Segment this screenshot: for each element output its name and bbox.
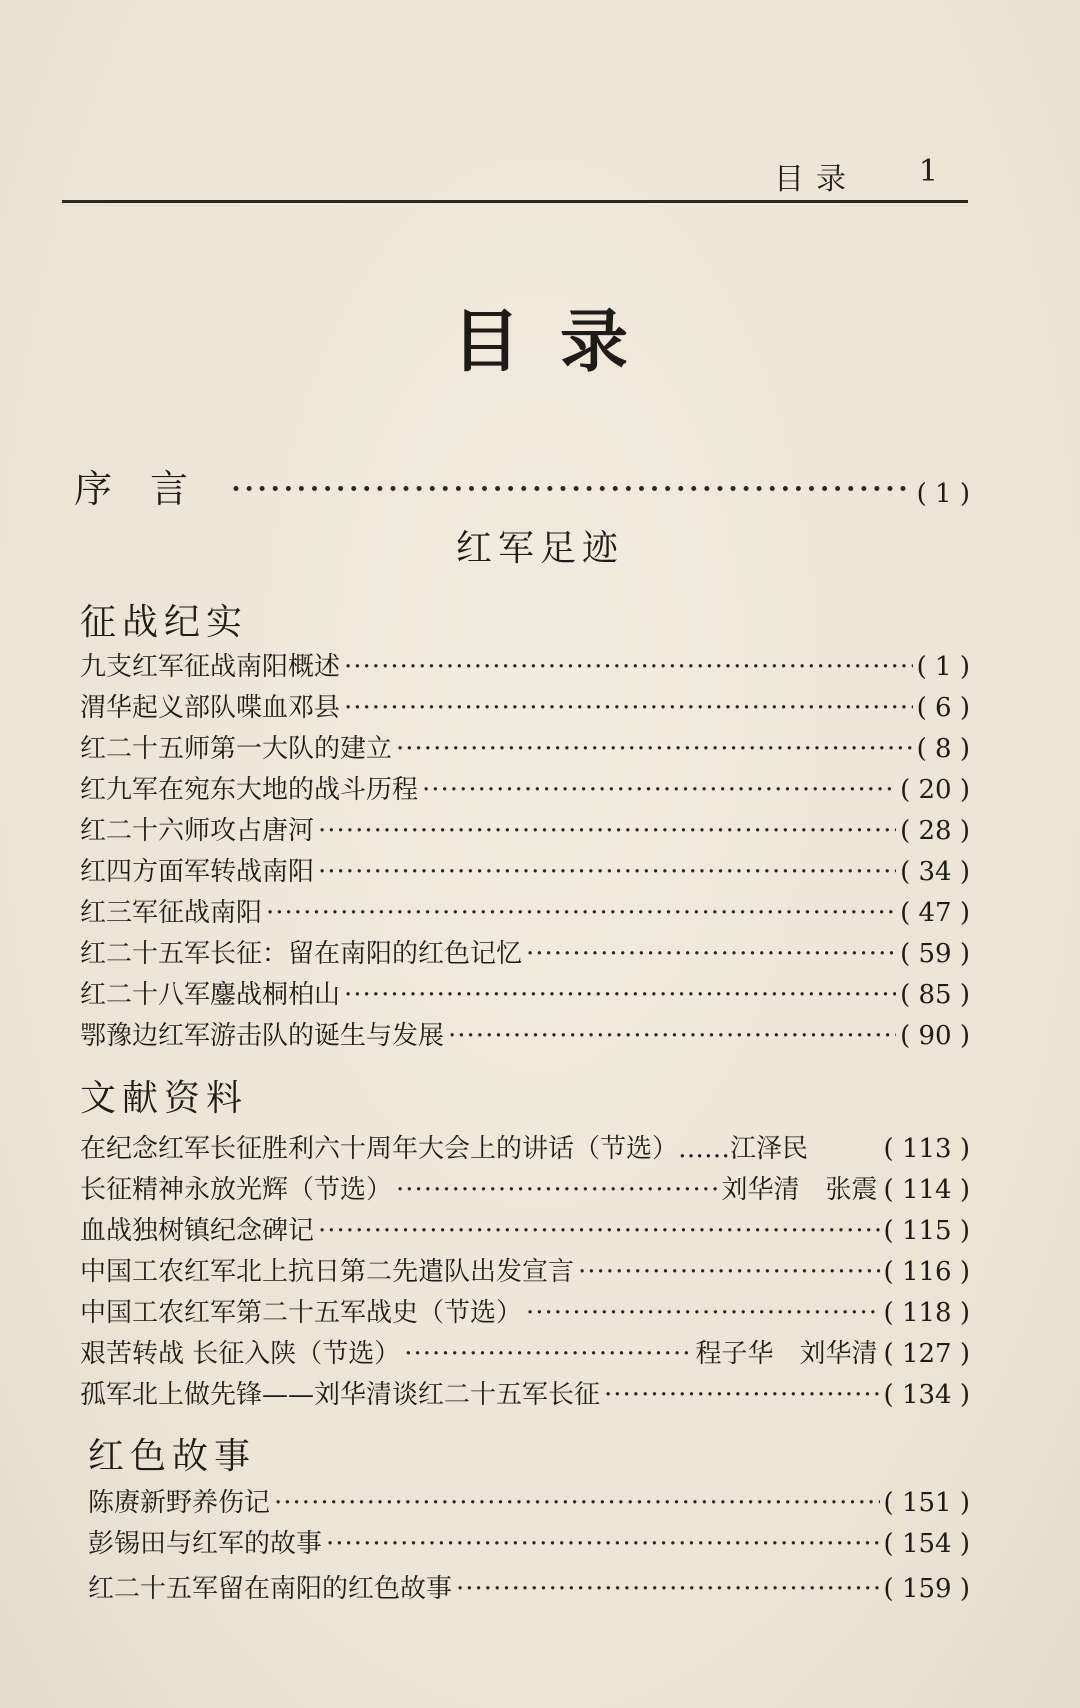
toc-entry[interactable]: [80, 1128, 970, 1165]
entry-page: ( 127 ): [883, 1339, 970, 1369]
group-heading: 征战纪实: [80, 602, 249, 643]
entry-title: 陈赓新野养伤记: [88, 1488, 271, 1518]
entry-page: ( 90 ): [900, 1021, 970, 1051]
toc-entry[interactable]: [80, 892, 970, 929]
entry-page: ( 47 ): [900, 898, 970, 928]
entry-page: ( 59 ): [900, 939, 970, 969]
toc-entry[interactable]: [80, 1015, 970, 1052]
toc-entry[interactable]: [80, 1210, 970, 1247]
running-head-page-number: 1: [918, 154, 938, 189]
leader-dots: [344, 652, 913, 682]
entry-page: ( 20 ): [900, 775, 970, 805]
leader-dots: [396, 1175, 718, 1205]
leader-dots: [448, 1021, 896, 1051]
entry-title: 中国工农红军第二十五军战史（节选）: [80, 1298, 523, 1328]
leader-dots: [318, 857, 896, 887]
toc-entry[interactable]: [80, 769, 970, 806]
leader-dots: [604, 1380, 880, 1410]
entry-page: ( 116 ): [883, 1257, 970, 1287]
toc-entry[interactable]: [80, 1169, 970, 1206]
section-title: 红军足迹: [455, 528, 624, 569]
group-heading: 文献资料: [80, 1078, 249, 1119]
entry-title: 鄂豫边红军游击队的诞生与发展: [80, 1021, 445, 1051]
toc-entry[interactable]: [88, 1482, 970, 1519]
entry-page: ( 28 ): [900, 816, 970, 846]
toc-entry[interactable]: [88, 1523, 970, 1560]
page-title: 目录: [451, 302, 668, 382]
toc-entry[interactable]: [80, 687, 970, 724]
entry-page: ( 114 ): [883, 1175, 970, 1205]
entry-title: 九支红军征战南阳概述: [80, 652, 341, 682]
entry-title: 艰苦转战 长征入陕（节选）: [80, 1339, 401, 1369]
leader-dots: [422, 775, 896, 805]
leader-dots: [404, 1339, 691, 1369]
entry-title: 红二十六师攻占唐河: [80, 816, 315, 846]
entry-page: ( 154 ): [883, 1529, 970, 1559]
toc-entry[interactable]: [80, 1251, 970, 1288]
entry-title: 红九军在宛东大地的战斗历程: [80, 775, 419, 805]
toc-entry[interactable]: [80, 851, 970, 888]
entry-page: ( 118 ): [883, 1298, 970, 1328]
entry-page: ( 134 ): [883, 1380, 970, 1410]
entry-author: 程子华 刘华清: [695, 1339, 878, 1369]
entry-title: 红三军征战南阳: [80, 898, 263, 928]
leader-dots: [396, 734, 913, 764]
leader-dots: [318, 816, 896, 846]
entry-page: ( 6 ): [916, 693, 970, 723]
toc-entry[interactable]: [80, 810, 970, 847]
toc-entry[interactable]: [80, 974, 970, 1011]
toc-entry[interactable]: [80, 1292, 970, 1329]
entry-page: ( 113 ): [883, 1134, 970, 1164]
leader-dots: [578, 1257, 880, 1287]
leader-dots: [526, 939, 896, 969]
leader-dots: [456, 1574, 880, 1604]
entry-title: 红二十五军留在南阳的红色故事: [88, 1574, 453, 1604]
entry-title: 红四方面军转战南阳: [80, 857, 315, 887]
leader-dots: [526, 1298, 880, 1328]
toc-entry[interactable]: [80, 728, 970, 765]
running-head-title: 目录: [774, 162, 858, 197]
entry-title: 血战独树镇纪念碑记: [80, 1216, 315, 1246]
entry-title: 渭华起义部队喋血邓县: [80, 693, 341, 723]
entry-title: 红二十八军鏖战桐柏山: [80, 980, 341, 1010]
leader-dots: [344, 980, 896, 1010]
entry-title: 红二十五军长征：留在南阳的红色记忆: [80, 939, 523, 969]
entry-page: ( 8 ): [916, 734, 970, 764]
entry-page: ( 115 ): [883, 1216, 970, 1246]
entry-title: 中国工农红军北上抗日第二先遣队出发宣言: [80, 1257, 575, 1287]
entry-title: 在纪念红军长征胜利六十周年大会上的讲话（节选）……江泽民: [80, 1134, 809, 1164]
entry-title: 彭锡田与红军的故事: [88, 1529, 323, 1559]
entry-title: 孤军北上做先锋——刘华清谈红二十五军长征: [80, 1380, 601, 1410]
entry-author: 刘华清 张震: [721, 1175, 878, 1205]
leader-dots: [266, 898, 896, 928]
running-head: [62, 140, 968, 203]
entry-page: ( 1 ): [916, 652, 970, 682]
toc-entry[interactable]: [80, 933, 970, 970]
preface-label: 序言: [74, 467, 227, 511]
leader-dots: [326, 1529, 880, 1559]
toc-entry[interactable]: [88, 1568, 970, 1605]
leader-dots: [230, 467, 913, 511]
leader-dots: [344, 693, 913, 723]
toc-entry[interactable]: [80, 1374, 970, 1411]
group-heading: 红色故事: [88, 1436, 257, 1477]
preface-page: ( 1 ): [916, 479, 970, 509]
preface-entry[interactable]: [74, 458, 970, 513]
leader-dots: [318, 1216, 880, 1246]
entry-title: 红二十五师第一大队的建立: [80, 734, 393, 764]
entry-page: ( 34 ): [900, 857, 970, 887]
toc-entry[interactable]: [80, 646, 970, 683]
entry-title: 长征精神永放光辉（节选）: [80, 1175, 393, 1205]
entry-page: ( 159 ): [883, 1574, 970, 1604]
entry-page: ( 85 ): [900, 980, 970, 1010]
entry-page: ( 151 ): [883, 1488, 970, 1518]
toc-entry[interactable]: [80, 1333, 970, 1370]
leader-dots: [274, 1488, 880, 1518]
